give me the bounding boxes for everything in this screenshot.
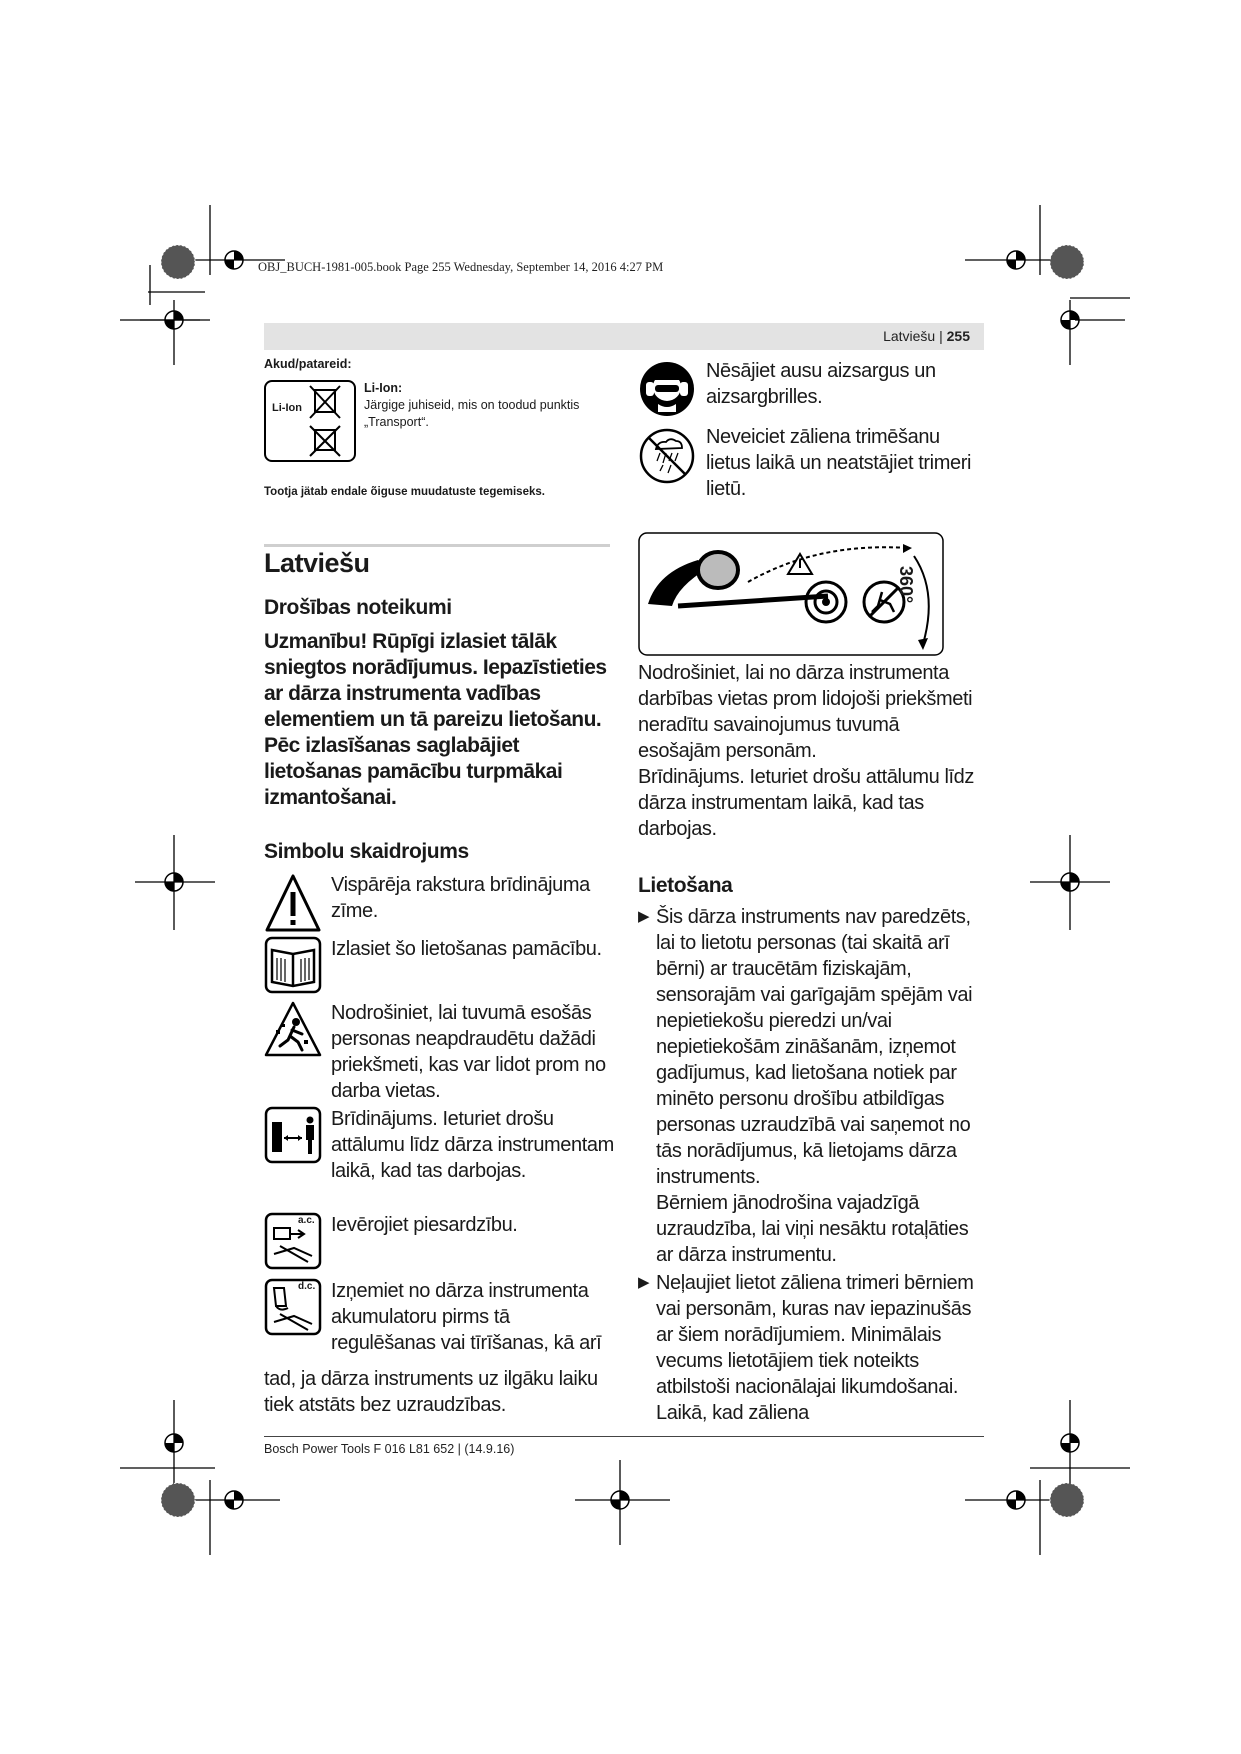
- header-section: Latviešu: [883, 328, 936, 344]
- dc-badge: d.c.: [298, 1281, 316, 1292]
- usage-bullet-text: Neļaujiet lietot zāliena trimeri bērniem vai personām, kuras nav iepazinušās ar šiem norādījumiem. Minimālais vecums lietotājiem tiek noteikts atbilstoši nacionālajai likumdošanai. Laikā, kad zāliena: [656, 1272, 974, 1424]
- page-number: 255: [946, 328, 970, 344]
- symbol-text: Izlasiet šo lietošanas pamācību.: [331, 938, 602, 960]
- safe-distance-icon: [264, 1106, 322, 1164]
- bullet-arrow-icon: ▶: [638, 908, 650, 925]
- symbol-text-continued: tad, ja dārza instruments uz ilgāku laiku tiek atstāts bez uzraudzības.: [264, 1368, 598, 1416]
- distance-warning-text: Brīdinājums. Ieturiet drošu attālumu līdz dārza instrumentam laikā, kad tas darbojas.: [638, 766, 974, 840]
- header-separator: |: [939, 328, 943, 344]
- liion-heading: Li-Ion:: [364, 381, 403, 395]
- flying-objects-icon: [264, 1000, 322, 1058]
- symbols-heading: Simbolu skaidrojums: [264, 840, 469, 863]
- symbol-text: Ievērojiet piesardzību.: [331, 1214, 518, 1236]
- symbol-row: [264, 872, 614, 934]
- usage-bullet-extra: Bērniem jānodrošina vajadzīgā uzraudzība, lai viņi nesāktu rotaļāties ar dārza instrumentu.: [656, 1192, 969, 1266]
- symbol-text: Neveiciet zāliena trimēšanu lietus laikā un neatstājiet trimeri lietū.: [706, 426, 972, 500]
- symbol-row: [264, 1212, 614, 1276]
- ac-badge: a.c.: [298, 1215, 315, 1226]
- liion-text: Järgige juhiseid, mis on toodud punktis „Transport“.: [364, 398, 580, 429]
- manufacturer-disclaimer: Tootja jätab endale õiguse muudatuste tegemiseks.: [264, 486, 545, 498]
- warning-lead: Uzmanību! Rūpīgi izlasiet tālāk sniegtos norādījumus. Iepazīstieties ar dārza instrumenta vadības elementiem un tā pareizu lietošanu. Pēc izlasīšanas saglabājiet lietošanas pamācību turpmākai izmantošanai.: [264, 630, 607, 809]
- language-title: Latviešu: [264, 548, 370, 578]
- footer-rule: [264, 1436, 984, 1437]
- section-rule: [264, 544, 610, 547]
- flying-objects-text: Nodrošiniet, lai no dārza instrumenta darbības vietas prom lidojoši priekšmeti neradītu savainojumus tuvumā esošajām personām.: [638, 662, 973, 762]
- print-slug: OBJ_BUCH-1981-005.book Page 255 Wednesday, September 14, 2016 4:27 PM: [258, 260, 664, 274]
- symbol-text: Brīdinājums. Ieturiet drošu attālumu līdz dārza instrumentam laikā, kad tas darbojas.: [331, 1108, 614, 1182]
- symbol-text: Vispārēja rakstura brīdinājuma zīme.: [331, 874, 590, 922]
- symbol-row: [264, 1000, 614, 1104]
- symbol-row: [638, 424, 984, 514]
- page-header: [264, 323, 984, 350]
- symbol-text: Nēsājiet ausu aizsargus un aizsargbrilles.: [706, 360, 936, 408]
- battery-title: Akud/patareid:: [264, 357, 352, 371]
- usage-bullet-text: Šis dārza instruments nav paredzēts, lai to lietotu personas (tai skaitā arī bērni) ar traucētām fiziskajām, sensorajām vai garīgajām spējām vai nepietiekošu pieredzi un/vai nepietiekošām zināšanām, izņemot gadījumus, kad lietošana notiek par minēto personu drošību atbildīgas personas uzraudzībā vai saņemot no tās norādījumus, kā lietojams dārza instruments.: [656, 906, 973, 1188]
- symbol-row: [264, 1106, 614, 1210]
- safety-heading: Drošības noteikumi: [264, 596, 452, 619]
- general-warning-icon: [264, 872, 322, 934]
- list-item: [638, 904, 984, 1268]
- liion-recycle-icon: [264, 380, 356, 462]
- list-item: [638, 1270, 984, 1426]
- symbol-row: [638, 358, 984, 422]
- usage-heading: Lietošana: [638, 874, 733, 897]
- safety-distance-diagram: [638, 532, 944, 656]
- bullet-arrow-icon: ▶: [638, 1274, 650, 1291]
- symbol-row: [264, 936, 614, 998]
- page-footer: Bosch Power Tools F 016 L81 652 | (14.9.16): [264, 1442, 515, 1456]
- liion-symbol-box: [264, 380, 356, 462]
- usage-list: [638, 904, 984, 1426]
- liion-label: Li-Ion: [272, 402, 302, 414]
- symbol-text: Nodrošiniet, lai tuvumā esošās personas neapdraudētu dažādi priekšmeti, kas var lidot prom no darba vietas.: [331, 1002, 606, 1102]
- manual-book-icon: [264, 936, 322, 994]
- diagram-range-label: 360°: [896, 566, 916, 604]
- symbol-text: Izņemiet no dārza instrumenta akumulatoru pirms tā regulēšanas vai tīrīšanas, kā arī: [331, 1280, 602, 1354]
- ear-eye-protection-icon: [638, 360, 696, 418]
- no-rain-icon: [638, 427, 696, 485]
